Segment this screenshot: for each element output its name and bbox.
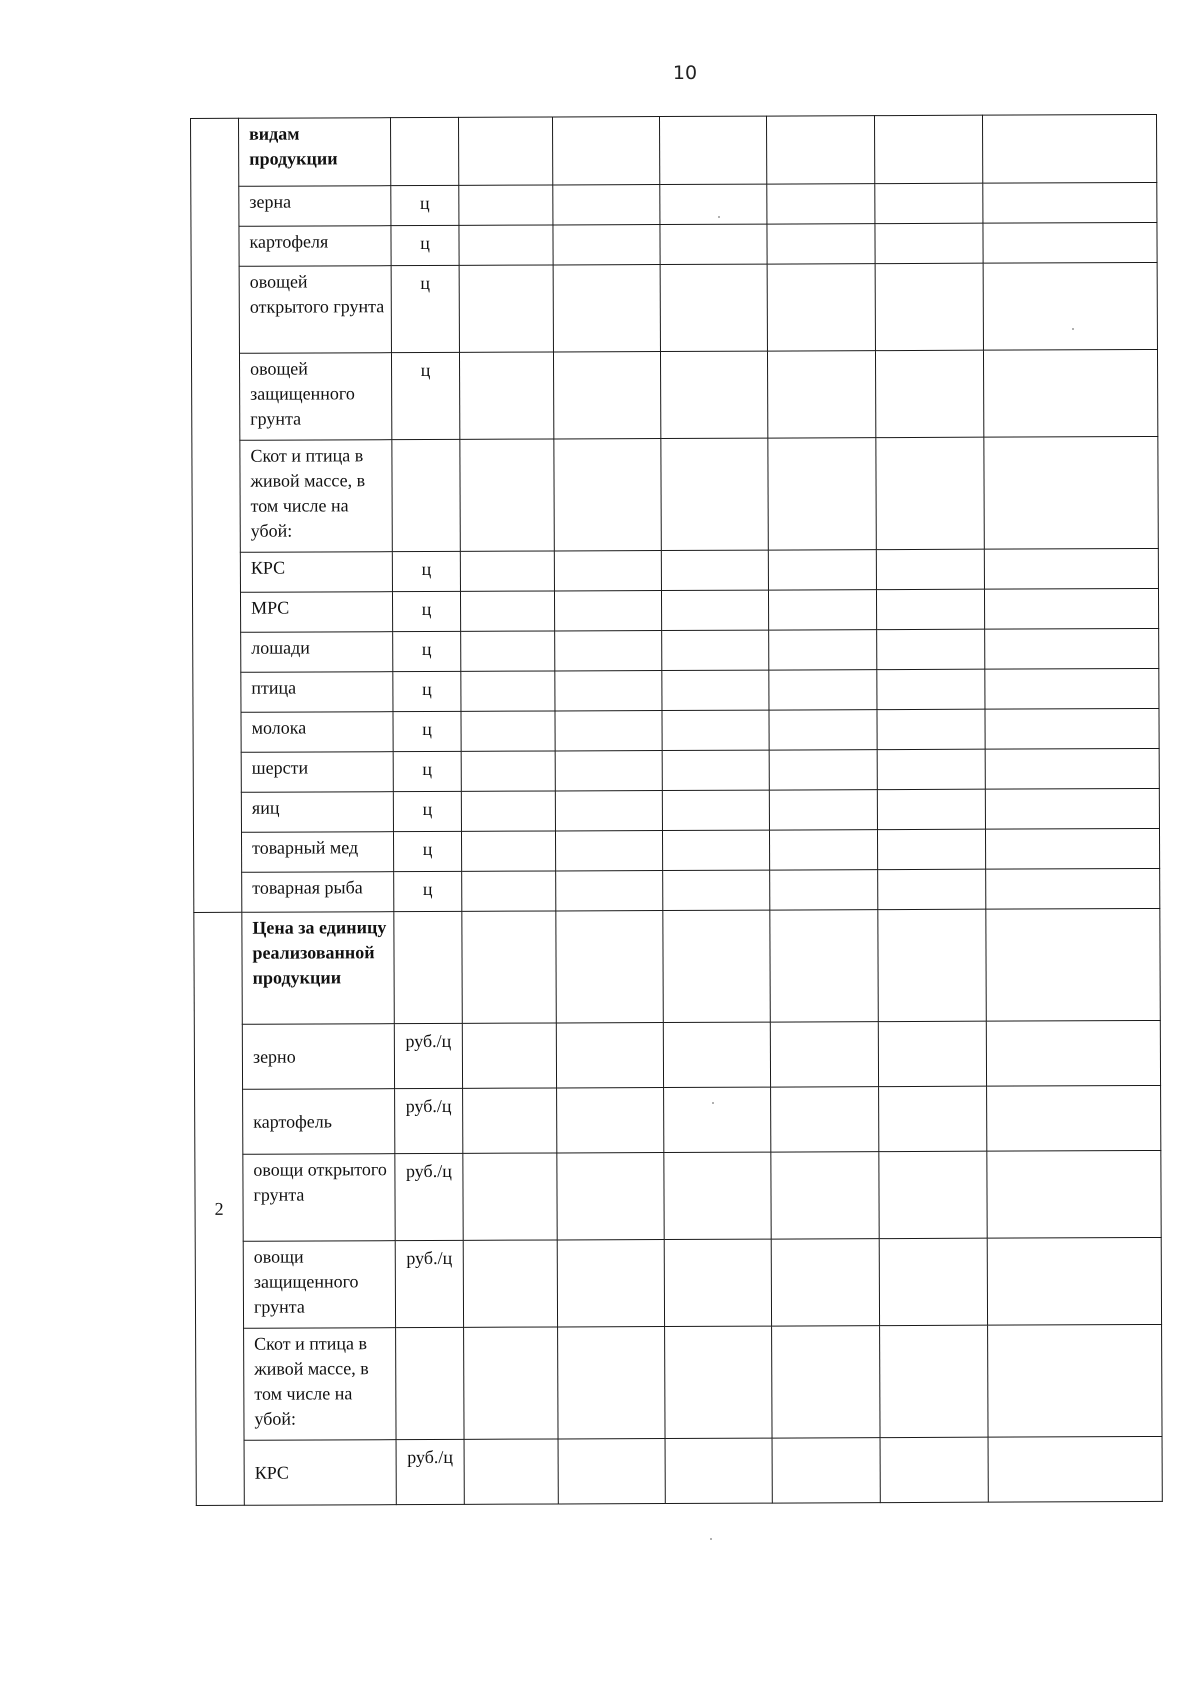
row-label: КРС <box>244 1440 396 1506</box>
value-cell[interactable] <box>660 264 767 351</box>
page-number: 10 <box>672 62 698 84</box>
value-cell[interactable] <box>985 828 1159 869</box>
value-cell[interactable] <box>983 182 1157 223</box>
value-cell[interactable] <box>879 1151 987 1238</box>
unit-cell: ц <box>393 631 461 671</box>
value-cell[interactable] <box>463 1088 557 1153</box>
table-row <box>193 668 1159 712</box>
value-cell[interactable] <box>877 629 985 669</box>
row-label: Скот и птица в живой массе, в том числе на убой: <box>240 440 392 553</box>
value-cell[interactable] <box>558 1327 665 1439</box>
table-row <box>196 1436 1162 1505</box>
value-cell[interactable] <box>767 184 875 224</box>
table-row <box>195 1150 1161 1241</box>
value-cell[interactable] <box>461 831 555 871</box>
value-cell[interactable] <box>983 349 1157 437</box>
value-cell[interactable] <box>555 831 662 871</box>
unit-cell: руб./ц <box>395 1088 463 1153</box>
value-cell[interactable] <box>984 548 1158 589</box>
table-row <box>195 1085 1161 1154</box>
table-row <box>191 262 1157 353</box>
value-cell[interactable] <box>878 869 986 909</box>
value-cell[interactable] <box>874 115 982 183</box>
value-cell[interactable] <box>769 670 877 710</box>
value-cell[interactable] <box>877 749 985 789</box>
value-cell[interactable] <box>663 1022 770 1087</box>
value-cell[interactable] <box>665 1438 772 1503</box>
value-cell[interactable] <box>987 1237 1161 1325</box>
table-row <box>192 436 1158 552</box>
unit-cell: ц <box>393 671 461 711</box>
value-cell[interactable] <box>878 1021 986 1086</box>
table-row <box>195 1237 1161 1328</box>
unit-cell <box>394 911 462 1023</box>
value-cell[interactable] <box>662 630 769 670</box>
value-cell[interactable] <box>556 871 663 911</box>
value-cell[interactable] <box>555 711 662 751</box>
value-cell[interactable] <box>662 830 769 870</box>
value-cell[interactable] <box>464 1439 558 1504</box>
value-cell[interactable] <box>663 870 770 910</box>
table-row <box>193 628 1159 672</box>
table-row <box>191 349 1157 440</box>
table-row <box>193 788 1159 832</box>
section-number <box>191 118 242 912</box>
unit-cell <box>391 117 459 185</box>
value-cell[interactable] <box>986 908 1160 1021</box>
row-label: Скот и птица в живой массе, в том числе на убой: <box>244 1328 396 1441</box>
value-cell[interactable] <box>875 183 983 223</box>
value-cell[interactable] <box>768 550 876 590</box>
value-cell[interactable] <box>984 588 1158 629</box>
row-label: картофеля <box>239 226 391 267</box>
row-label: МРС <box>240 592 392 633</box>
value-cell[interactable] <box>553 225 660 265</box>
value-cell[interactable] <box>662 710 769 750</box>
value-cell[interactable] <box>555 671 662 711</box>
value-cell[interactable] <box>877 789 985 829</box>
value-cell[interactable] <box>554 591 661 631</box>
value-cell[interactable] <box>983 262 1157 350</box>
value-cell[interactable] <box>986 868 1160 909</box>
value-cell[interactable] <box>880 1437 988 1502</box>
value-cell[interactable] <box>461 711 555 751</box>
value-cell[interactable] <box>766 116 874 184</box>
value-cell[interactable] <box>985 668 1159 709</box>
value-cell[interactable] <box>556 1023 663 1088</box>
value-cell[interactable] <box>988 1324 1162 1437</box>
value-cell[interactable] <box>983 222 1157 263</box>
value-cell[interactable] <box>461 751 555 791</box>
value-cell[interactable] <box>769 790 877 830</box>
value-cell[interactable] <box>460 591 554 631</box>
unit-cell: руб./ц <box>394 1023 462 1088</box>
row-label: товарный мед <box>241 832 393 873</box>
unit-cell: ц <box>391 265 459 352</box>
value-cell[interactable] <box>665 1326 772 1438</box>
row-label: молока <box>241 712 393 753</box>
value-cell[interactable] <box>985 748 1159 789</box>
value-cell[interactable] <box>553 352 660 439</box>
table-row <box>194 868 1160 912</box>
unit-cell: ц <box>393 751 461 791</box>
row-label: овощи открытого грунта <box>243 1154 395 1242</box>
value-cell[interactable] <box>554 439 661 551</box>
value-cell[interactable] <box>553 185 660 225</box>
value-cell[interactable] <box>877 709 985 749</box>
value-cell[interactable] <box>875 223 983 263</box>
unit-cell: руб./ц <box>395 1240 463 1327</box>
value-cell[interactable] <box>877 669 985 709</box>
unit-cell: ц <box>394 871 462 911</box>
value-cell[interactable] <box>555 751 662 791</box>
value-cell[interactable] <box>768 590 876 630</box>
table-row <box>192 588 1158 632</box>
value-cell[interactable] <box>664 1087 771 1152</box>
value-cell[interactable] <box>557 1240 664 1327</box>
value-cell[interactable] <box>554 551 661 591</box>
value-cell[interactable] <box>461 791 555 831</box>
value-cell[interactable] <box>664 1239 771 1326</box>
value-cell[interactable] <box>461 671 555 711</box>
value-cell[interactable] <box>662 790 769 830</box>
value-cell[interactable] <box>767 264 875 351</box>
value-cell[interactable] <box>558 1439 665 1504</box>
value-cell[interactable] <box>459 225 553 265</box>
value-cell[interactable] <box>459 265 553 352</box>
unit-cell: ц <box>392 551 460 591</box>
value-cell[interactable] <box>770 1022 878 1087</box>
value-cell[interactable] <box>875 350 983 437</box>
value-cell[interactable] <box>459 352 553 439</box>
value-cell[interactable] <box>985 788 1159 829</box>
value-cell[interactable] <box>462 871 556 911</box>
value-cell[interactable] <box>875 263 983 350</box>
value-cell[interactable] <box>661 550 768 590</box>
unit-cell: ц <box>392 591 460 631</box>
unit-cell: ц <box>393 711 461 751</box>
value-cell[interactable] <box>552 117 659 185</box>
value-cell[interactable] <box>458 117 552 185</box>
row-label: лошади <box>241 632 393 673</box>
value-cell[interactable] <box>770 870 878 910</box>
row-label: картофель <box>243 1089 395 1155</box>
value-cell[interactable] <box>772 1326 880 1438</box>
unit-cell: ц <box>391 352 459 439</box>
value-cell[interactable] <box>660 224 767 264</box>
value-cell[interactable] <box>982 114 1156 183</box>
row-label: зерно <box>242 1024 394 1090</box>
unit-cell: руб./ц <box>396 1439 464 1504</box>
value-cell[interactable] <box>771 1152 879 1239</box>
value-cell[interactable] <box>769 630 877 670</box>
value-cell[interactable] <box>662 750 769 790</box>
value-cell[interactable] <box>769 710 877 750</box>
table-row <box>194 908 1160 1024</box>
unit-cell: ц <box>391 225 459 265</box>
value-cell[interactable] <box>984 436 1158 549</box>
value-cell[interactable] <box>988 1436 1162 1502</box>
value-cell[interactable] <box>662 670 769 710</box>
row-label: видам продукции <box>239 118 391 187</box>
row-label: КРС <box>240 552 392 593</box>
value-cell[interactable] <box>986 1020 1160 1086</box>
value-cell[interactable] <box>461 631 555 671</box>
value-cell[interactable] <box>661 590 768 630</box>
value-cell[interactable] <box>460 551 554 591</box>
unit-cell <box>392 439 460 551</box>
value-cell[interactable] <box>664 1152 771 1239</box>
value-cell[interactable] <box>459 185 553 225</box>
value-cell[interactable] <box>878 909 986 1021</box>
row-label: овощей открытого грунта <box>239 266 391 354</box>
row-label: овощи защищенного грунта <box>243 1241 395 1329</box>
value-cell[interactable] <box>660 184 767 224</box>
value-cell[interactable] <box>660 351 767 438</box>
table-row <box>193 748 1159 792</box>
value-cell[interactable] <box>876 549 984 589</box>
table-row <box>193 708 1159 752</box>
value-cell[interactable] <box>663 910 770 1022</box>
unit-cell: руб./ц <box>395 1153 463 1240</box>
row-label: птица <box>241 672 393 713</box>
unit-cell <box>396 1327 464 1439</box>
value-cell[interactable] <box>876 437 984 549</box>
value-cell[interactable] <box>768 438 876 550</box>
value-cell[interactable] <box>464 1327 558 1439</box>
value-cell[interactable] <box>460 439 554 551</box>
production-table <box>190 114 1163 1506</box>
value-cell[interactable] <box>557 1153 664 1240</box>
value-cell[interactable] <box>879 1238 987 1325</box>
value-cell[interactable] <box>985 628 1159 669</box>
value-cell[interactable] <box>661 438 768 550</box>
row-label: яиц <box>241 792 393 833</box>
row-label: зерна <box>239 186 391 227</box>
value-cell[interactable] <box>557 1088 664 1153</box>
row-label: Цена за единицу реализованной продукции <box>242 912 394 1025</box>
value-cell[interactable] <box>555 791 662 831</box>
row-label: шерсти <box>241 752 393 793</box>
unit-cell: ц <box>393 831 461 871</box>
value-cell[interactable] <box>876 589 984 629</box>
value-cell[interactable] <box>556 911 663 1023</box>
value-cell[interactable] <box>769 830 877 870</box>
value-cell[interactable] <box>987 1150 1161 1238</box>
value-cell[interactable] <box>462 1023 556 1088</box>
table-row <box>196 1324 1162 1440</box>
row-label: товарная рыба <box>242 872 394 913</box>
value-cell[interactable] <box>880 1325 988 1437</box>
row-label: овощей защищенного грунта <box>239 353 391 441</box>
value-cell[interactable] <box>770 910 878 1022</box>
value-cell[interactable] <box>772 1438 880 1503</box>
value-cell[interactable] <box>771 1239 879 1326</box>
unit-cell: ц <box>393 791 461 831</box>
table-row <box>191 114 1157 186</box>
table-row <box>192 548 1158 592</box>
value-cell[interactable] <box>987 1085 1161 1151</box>
value-cell[interactable] <box>659 116 766 184</box>
value-cell[interactable] <box>553 265 660 352</box>
value-cell[interactable] <box>555 631 662 671</box>
unit-cell: ц <box>391 185 459 225</box>
value-cell[interactable] <box>769 750 877 790</box>
value-cell[interactable] <box>462 911 556 1023</box>
value-cell[interactable] <box>771 1087 879 1152</box>
table-row <box>191 222 1157 266</box>
value-cell[interactable] <box>767 351 875 438</box>
table-row <box>194 1020 1160 1089</box>
table-row <box>191 182 1157 226</box>
value-cell[interactable] <box>767 224 875 264</box>
table-row <box>193 828 1159 872</box>
section-number: 2 <box>194 912 244 1505</box>
value-cell[interactable] <box>985 708 1159 749</box>
value-cell[interactable] <box>463 1153 557 1240</box>
value-cell[interactable] <box>877 829 985 869</box>
value-cell[interactable] <box>463 1240 557 1327</box>
value-cell[interactable] <box>879 1086 987 1151</box>
